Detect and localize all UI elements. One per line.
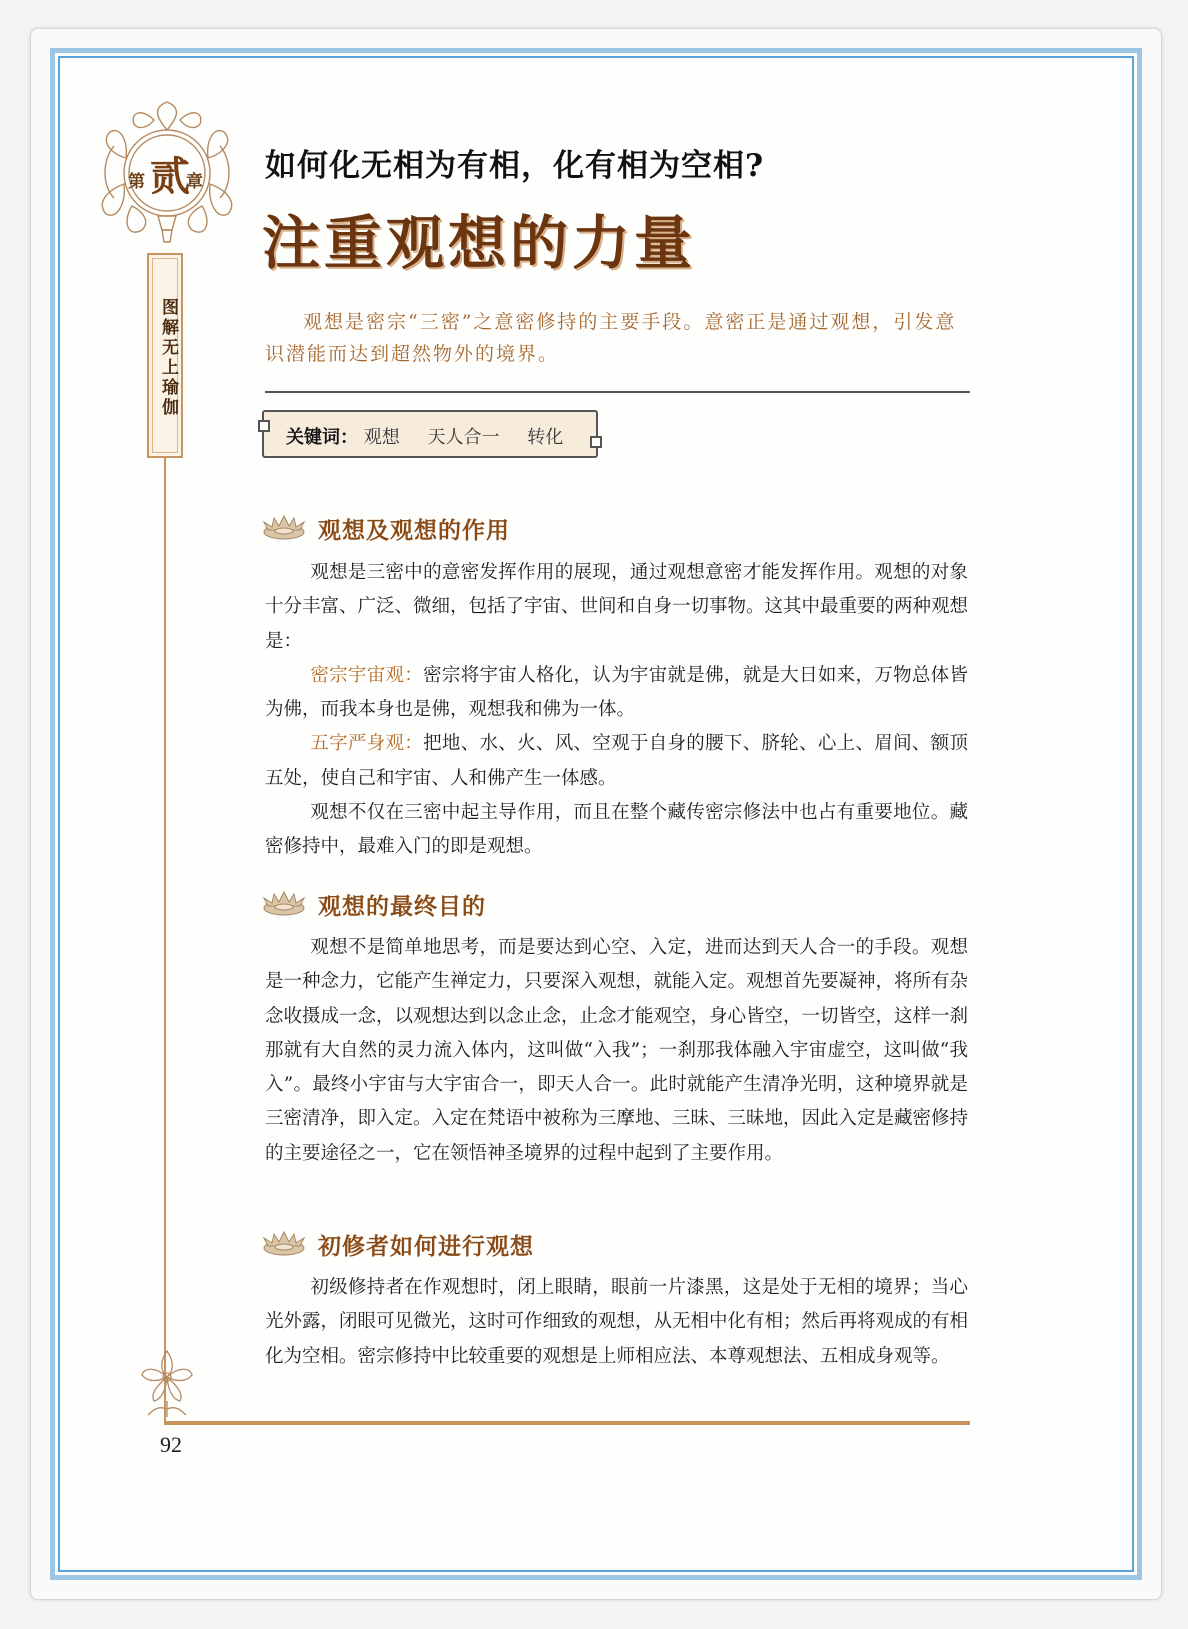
term-text: 密宗将宇宙人格化，认为宇宙就是佛，就是大日如来，万物总体皆为佛，而我本身也是佛，观想我和佛为一体。 — [265, 664, 968, 721]
term-label: 五字严身观： — [310, 733, 424, 755]
chapter-suffix: 章 — [186, 172, 203, 192]
section-body — [265, 931, 968, 1171]
keyword-separator: ： — [340, 427, 358, 448]
lotus-bullet-icon — [262, 514, 306, 544]
term-text: 把地、水、火、风、空观于自身的腰下、脐轮、心上、眉间、额顶五处，使自己和宇宙、人和佛产生一体感。 — [265, 733, 968, 789]
keyword-item: 转化 — [527, 427, 564, 448]
body-paragraph: 观想是三密中的意密发挥作用的展现，通过观想意密才能发挥作用。观想的对象十分丰富、广泛、微细，包括了宇宙、世间和自身一切事物。这其中最重要的两种观想是： — [265, 562, 969, 652]
body-paragraph: 初级修持者在作观想时，闭上眼睛，眼前一片漆黑，这是处于无相的境界；当心光外露，闭眼可见微光，这时可作细致的观想，从无相中化有相；然后再将观成的有相化为空相。密宗修持中比较重要的观想是上师相应法、本尊观想法、五相成身观等。 — [265, 1277, 969, 1367]
side-tab-label: 图解无上瑜伽 — [158, 298, 178, 418]
body-paragraph: 观想不是简单地思考，而是要达到心空、入定，进而达到天人合一的手段。观想是一种念力，它能产生禅定力，只要深入观想，就能入定。观想首先要凝神，将所有杂念收摄成一念，以观想达到以念止念，止念才能观空，身心皆空，一切皆空，这样一刹那就有大自然的灵力流入体内，这叫做“入我”；一刹那我体融入宇宙虚空，这叫做“我入”。最终小宇宙与大宇宙合一，即天人合一。此时就能产生清净光明，这种境界就是三密清净，即入定。入定在梵语中被称为三摩地、三昧、三昧地，因此入定是藏密修持的主要途径之一，它在领悟神圣境界的过程中起到了主要作用。 — [265, 937, 969, 1164]
section-heading — [262, 512, 510, 545]
keyword-item: 观想 — [363, 427, 400, 448]
side-divider-line — [164, 458, 166, 1423]
body-paragraph — [265, 727, 968, 796]
keyword-box — [262, 410, 598, 458]
page-subtitle: 如何化无相为有相，化有相为空相? — [265, 148, 765, 184]
lotus-bullet-icon — [262, 1230, 306, 1260]
section-title: 观想及观想的作用 — [318, 518, 510, 544]
keyword-row — [286, 423, 585, 449]
section-body — [265, 1271, 968, 1374]
intro-divider — [265, 391, 970, 393]
chapter-prefix: 第 — [128, 172, 145, 192]
section-heading — [262, 1228, 534, 1261]
chapter-number: 贰 — [150, 153, 190, 200]
intro-text: 观想是密宗“三密”之意密修持的主要手段。意密正是通过观想，引发意识潜能而达到超然物外的境界。 — [265, 311, 957, 365]
body-paragraph — [265, 659, 968, 728]
chapter-label — [128, 145, 208, 205]
footer-rule — [164, 1421, 970, 1425]
section-heading — [262, 888, 486, 921]
section-title: 初修者如何进行观想 — [318, 1234, 534, 1260]
lotus-ornament-icon — [134, 1345, 200, 1421]
body-paragraph: 观想不仅在三密中起主导作用，而且在整个藏传密宗修法中也占有重要地位。藏密修持中，最难入门的即是观想。 — [265, 802, 968, 858]
section-title: 观想的最终目的 — [318, 894, 486, 920]
page-title: 注重观想的力量 — [262, 209, 697, 277]
intro-paragraph — [265, 306, 970, 370]
keyword-item: 天人合一 — [427, 427, 500, 448]
page-number: 92 — [160, 1432, 182, 1457]
term-label: 密宗宇宙观： — [310, 664, 424, 686]
book-side-tab — [147, 253, 183, 458]
section-body — [265, 556, 968, 865]
lotus-bullet-icon — [262, 890, 306, 920]
keyword-label: 关键词 — [286, 427, 340, 448]
